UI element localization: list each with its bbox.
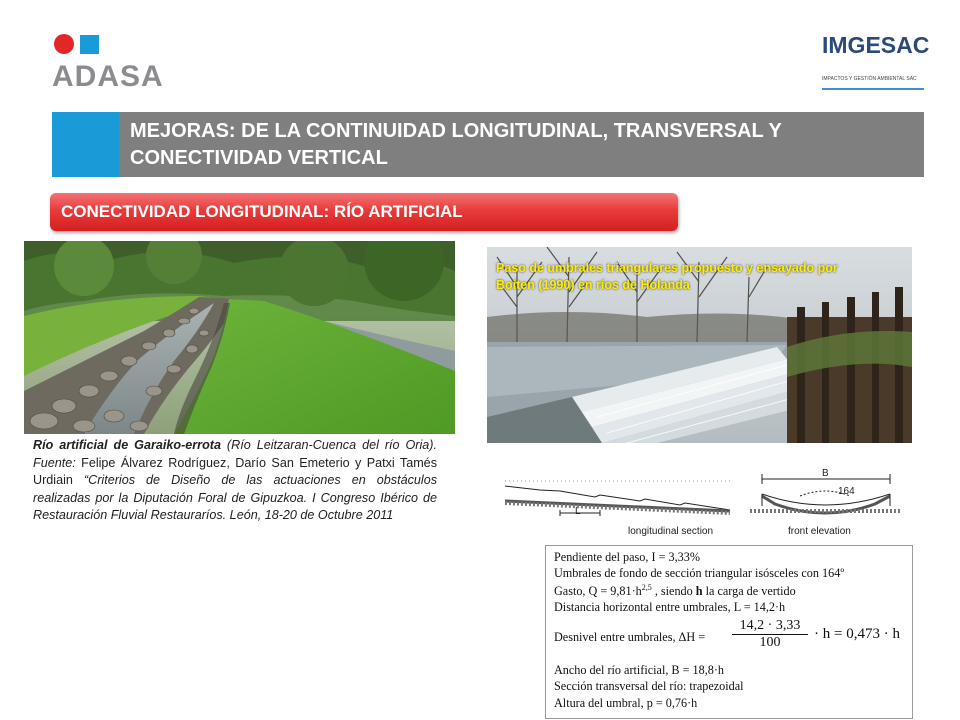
fraction-numerator: 14,2 · 3,33 [739,618,801,633]
imgesac-logo [818,32,928,96]
artificial-river-photo [24,241,455,434]
formula-distance: Distancia horizontal entre umbrales, L = 14,2·h [554,600,786,614]
title-bar [52,112,924,177]
weir-diagrams [500,466,920,544]
formula-width: Ancho del río artificial, B = 18,8·h [554,663,725,677]
imgesac-logo-subtitle: IMPACTOS Y GESTIÓN AMBIENTAL SAC [822,76,917,82]
section-heading-text: CONECTIVIDAD LONGITUDINAL: RÍO ARTIFICIAL [61,202,463,221]
caption-authors: Felipe Álvarez Rodríguez, Darío San Emeterio y Patxi Tamés Urdiain [33,455,437,487]
fraction-denominator: 100 [759,635,781,650]
design-formula-box [545,545,913,719]
imgesac-logo-underline [822,88,924,90]
formula-slope: Pendiente del paso, I = 3,33% [554,550,700,564]
slide-title: MEJORAS: DE LA CONTINUIDAD LONGITUDINAL, TRANSVERSAL Y CONECTIVIDAD VERTICAL [130,120,782,169]
formula-drop-label: Desnivel entre umbrales, ΔH = [554,630,706,644]
formula-drop-result: · h = 0,473 · h [814,626,900,642]
river-photo-caption [33,437,437,525]
adasa-logo-text: ADASA [52,60,164,93]
adasa-logo [52,34,172,96]
section-heading [50,193,678,231]
triangular-weir-photo [487,247,912,443]
caption-title: Río artificial de Garaiko-errota [33,438,221,452]
formula-sill-shape: Umbrales de fondo de sección triangular isósceles con 164º [554,566,845,580]
diagram-angle-label: 164 [838,486,855,497]
logo-red-dot [54,34,74,54]
diagram-L-label: L [575,506,581,517]
formula-flow: Gasto, $Q = 9,81\cdot h^{2,5}$ , siendo h la carga de vertido [554,583,796,599]
photo-caption: Paso de umbrales triangulares propuesto y ensayado por Boiten (1990) en ríos de Holanda [496,261,838,292]
formula-sill-height: Altura del umbral, p = 0,76·h [554,696,698,710]
imgesac-logo-text: IMGESAC [822,32,930,58]
title-accent-block [52,112,119,177]
front-elevation-label: front elevation [788,526,851,537]
caption-reference: “Criterios de Diseño de las actuaciones en obstáculos realizadas por la Diputación Foral de Gipuzkoa. I Congreso Ibérico de Restauración Fluvial Restauraríos. León, 18-20 de Octubre 2011 [33,473,437,522]
diagram-B-label: B [822,468,829,479]
formula-fraction [732,618,808,651]
formula-section: Sección transversal del río: trapezoidal [554,679,744,693]
caption-location: (Río Leitzaran-Cuenca del río Oria). Fuente: [33,438,437,470]
logo-blue-square [80,35,99,54]
longitudinal-section-label: longitudinal section [628,526,714,537]
